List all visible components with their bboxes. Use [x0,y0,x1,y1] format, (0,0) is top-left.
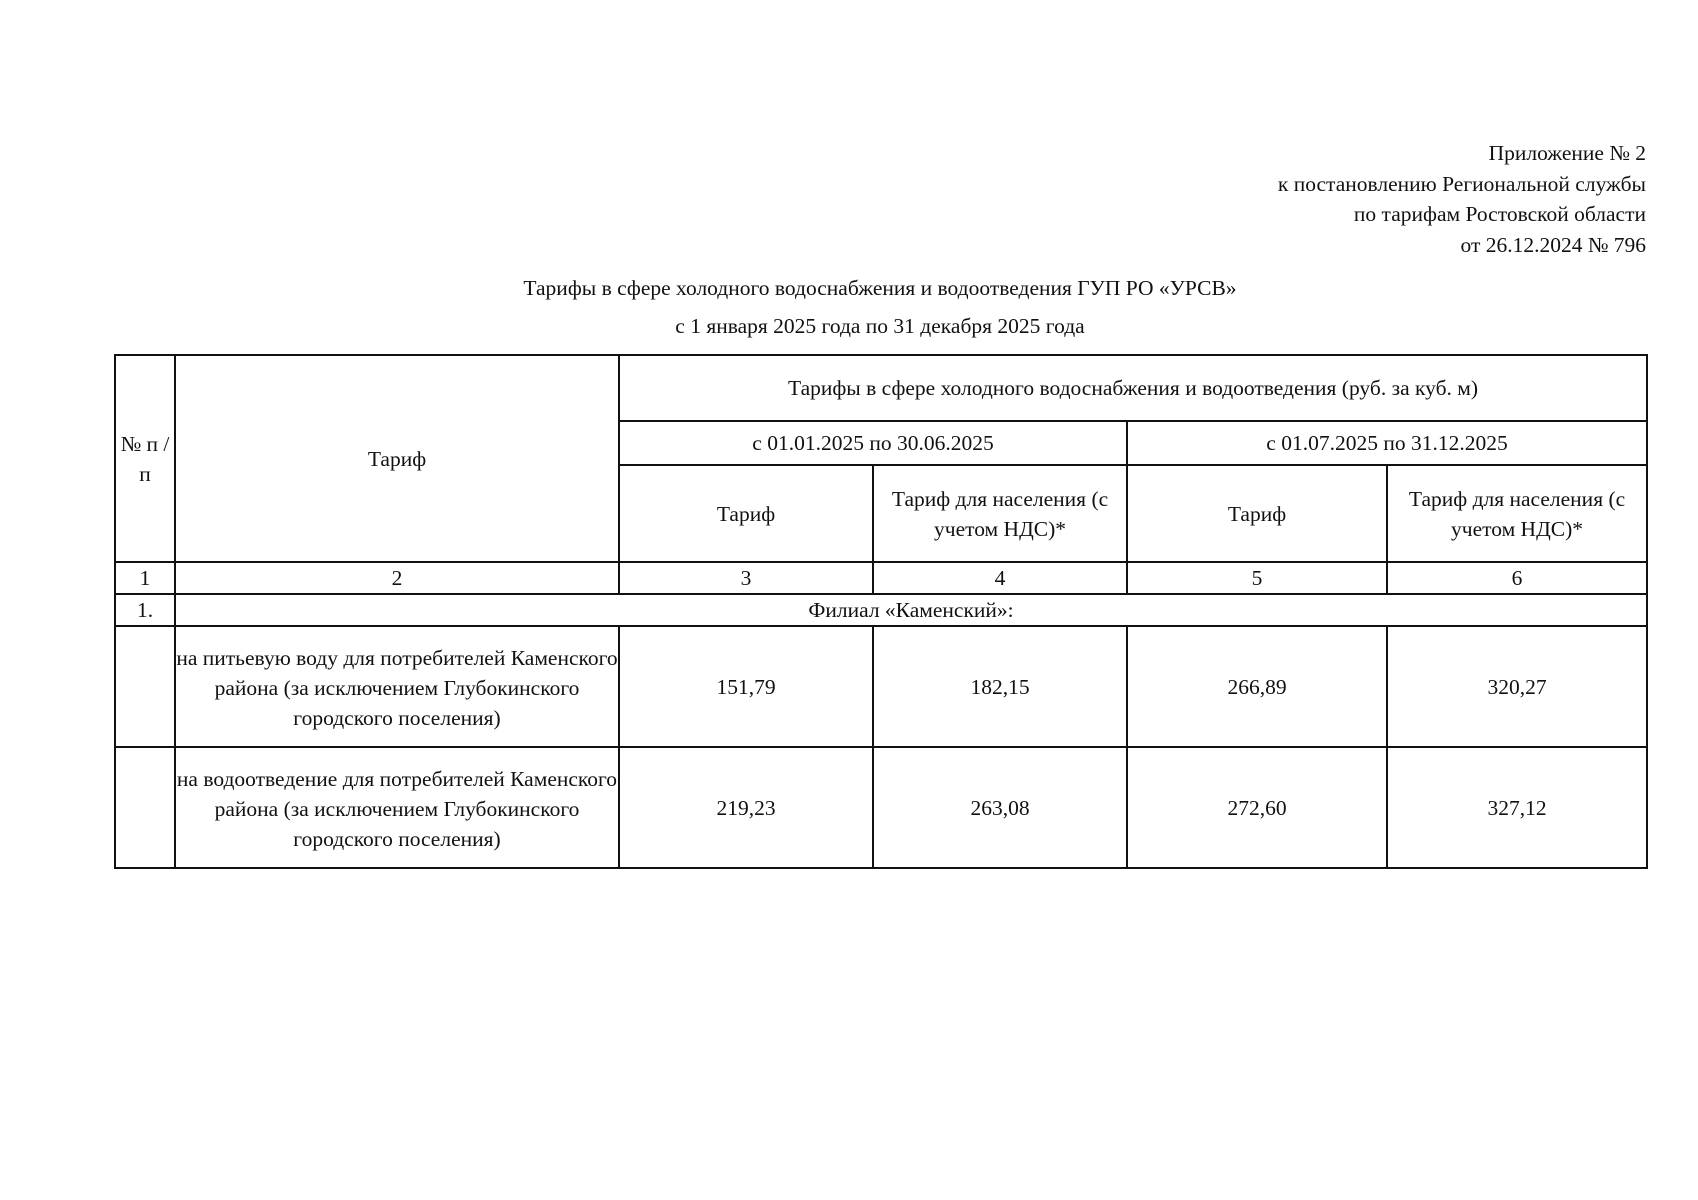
attachment-line: Приложение № 2 [1488,141,1646,165]
header-group: Тарифы в сфере холодного водоснабжения и водоотведения (руб. за куб. м) [619,355,1647,421]
table-header-row [115,355,1647,421]
row-p2-population: 320,27 [1387,626,1647,747]
row-p1-population: 263,08 [873,747,1127,868]
header-number: № п /п [115,355,175,562]
attachment-line: от 26.12.2024 № 796 [1460,232,1646,257]
table-row [115,747,1647,868]
header-tariff: Тариф [175,355,619,562]
attachment-block [1278,138,1646,260]
header-p1-population: Тариф для населения (с учетом НДС)* [873,465,1127,562]
row-p1-population: 182,15 [873,626,1127,747]
header-p2-tariff: Тариф [1127,465,1387,562]
row-p2-population: 327,12 [1387,747,1647,868]
row-name: на питьевую воду для потребителей Каменского района (за исключением Глубокинского городского поселения) [175,626,619,747]
column-numbers-row [115,562,1647,594]
column-number: 5 [1127,562,1387,594]
row-p2-tariff: 272,60 [1127,747,1387,868]
column-number: 6 [1387,562,1647,594]
branch-name: Филиал «Каменский»: [175,594,1647,626]
table-row [115,626,1647,747]
document-title: Тарифы в сфере холодного водоснабжения и водоотведения ГУП РО «УРСВ» [523,276,1237,300]
header-p1-tariff: Тариф [619,465,873,562]
attachment-line: по тарифам Ростовской области [1353,202,1646,226]
row-p1-tariff: 219,23 [619,747,873,868]
header-p2-population: Тариф для населения (с учетом НДС)* [1387,465,1647,562]
column-number: 3 [619,562,873,594]
row-number [115,747,175,868]
column-number: 2 [175,562,619,594]
row-number [115,626,175,747]
row-p1-tariff: 151,79 [619,626,873,747]
document-subtitle: с 1 января 2025 года по 31 декабря 2025 года [675,314,1085,338]
branch-row [115,594,1647,626]
column-number: 4 [873,562,1127,594]
branch-number: 1. [115,594,175,626]
header-period-2: с 01.07.2025 по 31.12.2025 [1127,421,1647,465]
row-p2-tariff: 266,89 [1127,626,1387,747]
row-name: на водоотведение для потребителей Каменского района (за исключением Глубокинского городского поселения) [175,747,619,868]
attachment-line: к постановлению Региональной службы [1277,171,1646,196]
column-number: 1 [115,562,175,594]
tariff-table [114,354,1648,869]
header-period-1: с 01.01.2025 по 30.06.2025 [619,421,1127,465]
